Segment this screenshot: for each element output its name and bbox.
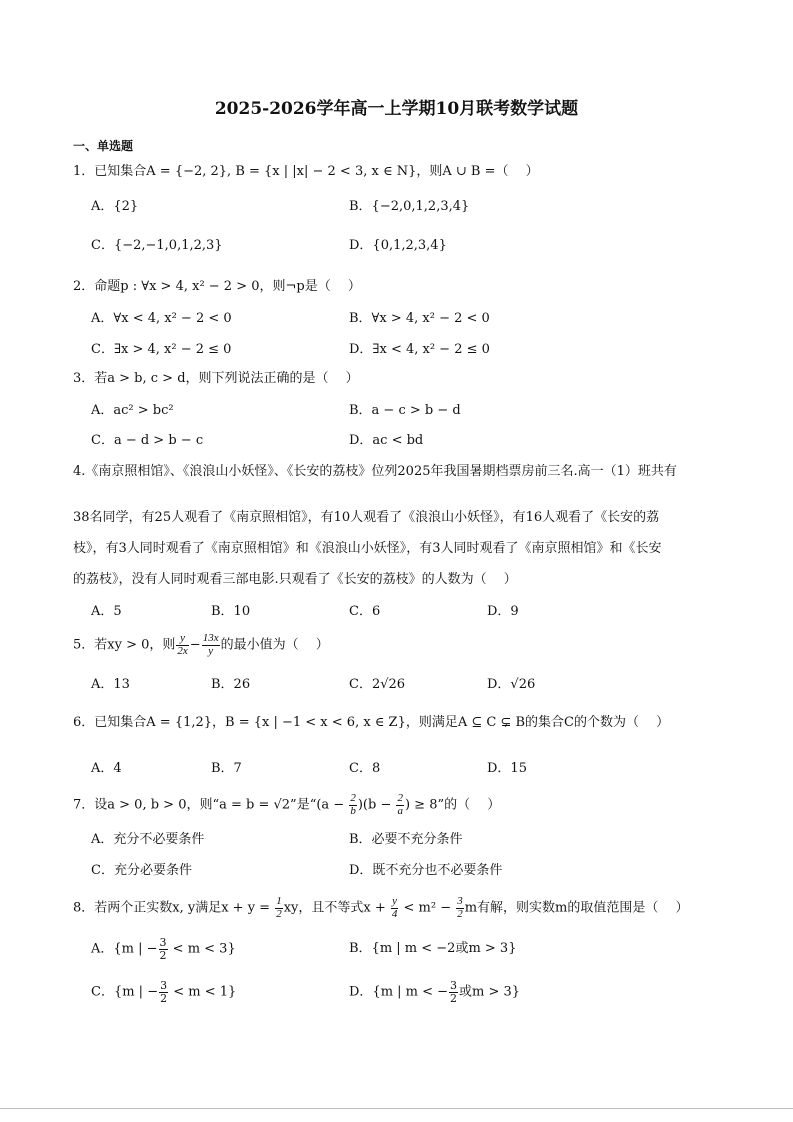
q4-option-b: B．10 [211,604,251,619]
q8-d-fraction [449,980,458,1004]
q8-c-fraction [159,980,168,1004]
q7-option-d: D．既不充分也不必要条件 [349,863,503,878]
q7-f2-numerator: 2 [397,792,403,804]
q8-d-numerator: 3 [450,979,458,992]
section-heading: 一、单选题 [73,139,134,153]
q1-option-a: A．{2} [91,199,139,214]
q8-option-c [91,980,236,1004]
q8-mid-2: < m² − [399,900,456,916]
q8-d-prefix: D．{m | m < − [349,984,449,1000]
q2-option-d: D．∃x < 4, x² − 2 ≤ 0 [349,342,490,357]
q8-suffix: m有解，则实数m的取值范围是（ ） [464,900,689,916]
q8-fraction-3 [456,896,464,920]
q6-option-c: C．8 [349,761,381,776]
question-4-line-2: 38名同学，有25人观看了《南京照相馆》，有10人观看了《浪浪山小妖怪》，有16人观看了《长安的荔 [73,510,660,525]
q5-option-d: D．√26 [487,677,536,692]
q8-a-denominator: 2 [159,948,167,962]
q6-option-d: D．15 [487,761,527,776]
q8-a-prefix: A．{m | − [91,941,158,957]
q8-f3-denominator: 2 [457,907,463,920]
q2-option-c: C．∃x > 4, x² − 2 ≤ 0 [91,342,232,357]
question-1: 1．已知集合A = {−2, 2}, B = {x | |x| − 2 < 3, x ∈ N}，则A ∪ B =（ ） [73,164,539,179]
q7-f1-numerator: 2 [350,792,356,804]
q7-paren-2: )(b − [357,797,396,813]
question-6: 6．已知集合A = {1,2}，B = {x | −1 < x < 6, x ∈ Z}，则满足A ⊆ C ⊊ B的集合C的个数为（ ） [73,715,670,730]
q5-f2-numerator: 13x [202,632,219,644]
q7-f1-denominator: b [350,804,356,817]
q5-f1-denominator: 2x [177,644,188,657]
q8-f2-denominator: 4 [391,907,398,920]
q8-option-b: B．{m | m < −2或m > 3} [349,941,517,956]
q5-minus: − [189,637,201,653]
q3-option-c: C．a − d > b − c [91,433,204,448]
q8-option-d [349,980,520,1004]
q4-option-a: A．5 [91,604,122,619]
q8-option-a [91,937,236,961]
q8-c-prefix: C．{m | − [91,984,159,1000]
q6-option-a: A．4 [91,761,122,776]
q7-f2-denominator: a [397,804,403,817]
q5-f1-numerator: y [176,633,188,646]
q2-option-a: A．∀x < 4, x² − 2 < 0 [91,311,232,326]
q7-suffix: ”的（ ） [437,797,501,813]
q3-option-d: D．ac < bd [349,433,424,448]
q5-prefix: 5．若xy > 0，则 [73,637,176,653]
page-title: 2025-2026学年高一上学期10月联考数学试题 [214,99,579,119]
q8-a-fraction [159,937,168,961]
q5-suffix: 的最小值为（ ） [220,637,329,653]
q5-option-c: C．2√26 [349,677,406,692]
q4-option-c: C．6 [349,604,381,619]
q8-a-numerator: 3 [159,936,167,949]
q5-fraction-1 [176,633,188,657]
question-8 [73,896,689,920]
q8-f1-numerator: 1 [276,895,282,907]
question-2: 2．命题p : ∀x > 4, x² − 2 > 0，则¬p是（ ） [73,279,361,294]
q8-prefix: 8．若两个正实数x, y满足x + y = [73,900,275,916]
q8-fraction-2 [391,896,399,920]
q3-option-b: B．a − c > b − d [349,403,461,418]
q4-option-d: D．9 [487,604,519,619]
q8-c-numerator: 3 [160,979,168,992]
q7-option-a: A．充分不必要条件 [91,832,205,847]
page-bottom-divider [0,1108,793,1109]
question-4-line-4: 的荔枝》，没有人同时观看三部电影.只观看了《长安的荔枝》的人数为（ ） [73,572,517,587]
q7-prefix: 7．设a > 0, b > 0，则“a = b = √2”是“ [73,797,317,813]
question-4-line-3: 枝》，有3人同时观看了《南京照相馆》和《浪浪山小妖怪》，有3人同时观看了《南京照相馆》和《长安 [73,541,662,556]
q5-option-b: B．26 [211,677,251,692]
q8-mid-1: xy，且不等式x + [283,900,390,916]
q8-f2-numerator: y [392,895,398,907]
q6-option-b: B．7 [211,761,242,776]
q8-f1-denominator: 2 [276,907,282,920]
question-4-line-1: 4.《南京照相馆》、《浪浪山小妖怪》、《长安的荔枝》位列2025年我国暑期档票房前三名.高一（1）班共有 [73,464,677,479]
q7-paren-3: ) ≥ 8 [404,797,438,813]
q8-d-suffix: 或m > 3} [459,984,521,1000]
q8-a-suffix: < m < 3} [168,941,236,957]
q1-option-b: B．{−2,0,1,2,3,4} [349,199,470,214]
q1-option-d: D．{0,1,2,3,4} [349,238,447,253]
q8-f3-numerator: 3 [457,895,463,907]
q2-option-b: B．∀x > 4, x² − 2 < 0 [349,311,490,326]
q7-option-c: C．充分必要条件 [91,863,192,878]
q1-option-c: C．{−2,−1,0,1,2,3} [91,238,223,253]
question-5 [73,633,329,657]
q5-fraction-2 [202,633,220,657]
q8-c-suffix: < m < 1} [169,984,237,1000]
question-7 [73,793,500,817]
q8-d-denominator: 2 [450,991,458,1005]
q7-fraction-2 [396,793,404,817]
q8-fraction-1 [275,896,283,920]
q3-option-a: A．ac² > bc² [91,403,174,418]
q5-f2-denominator: y [208,644,214,657]
question-3: 3．若a > b, c > d，则下列说法正确的是（ ） [73,371,359,386]
q7-paren-1: (a − [316,797,349,813]
q8-c-denominator: 2 [160,991,168,1005]
q7-option-b: B．必要不充分条件 [349,832,463,847]
q7-fraction-1 [349,793,357,817]
q5-option-a: A．13 [91,677,130,692]
